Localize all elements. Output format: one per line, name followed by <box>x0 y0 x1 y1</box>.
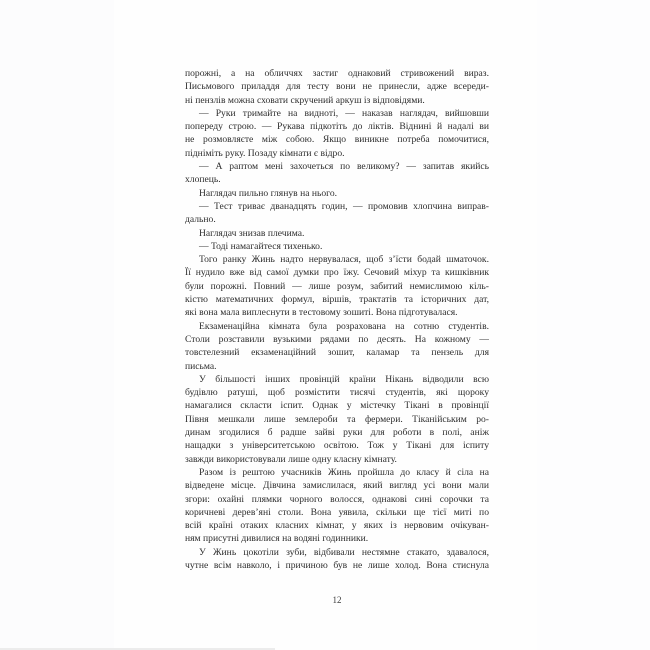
text-line: хлопець. <box>185 174 221 186</box>
text-line: чутне всім навколо, і причиною був не лише холод. Вона стиснула <box>185 559 489 571</box>
text-line: Разом із рештою учасників Жинь пройшла до класу й сіла на <box>199 466 489 478</box>
text-line: були порожні. Повний — лише розум, забитий немислимою кіль- <box>185 280 489 292</box>
text-line: ням присутні дивилися на водяні годинники. <box>185 533 369 545</box>
text-line: Наглядач знизав плечима. <box>199 227 305 239</box>
text-line: попереду строю. — Рукава підкотіть до ліктів. Віднині й надалі ви <box>185 121 489 133</box>
text-line: будівлю ратуші, щоб розмістити тисячі студентів, які щороку <box>185 387 489 399</box>
text-line: кістю математичних формул, віршів, трактатів та історичних дат, <box>185 294 489 306</box>
text-line: У більшості інших провінцій країни Нікань відводили всю <box>199 373 489 385</box>
page-number: 12 <box>332 595 342 605</box>
text-line: які вона мала виплеснути в тестовому зошиті. Вона підготувалася. <box>185 307 458 319</box>
text-line: письма. <box>185 360 217 372</box>
scan-artifact-left-band <box>0 0 114 650</box>
text-line: дально. <box>185 214 216 226</box>
text-line: не розмовляєте між собою. Якщо виникне потреба помочитися, <box>185 134 489 146</box>
text-line: — А раптом мені захочеться по великому? — запитав якийсь <box>199 161 489 173</box>
text-line: намагалися скласти іспит. Однак у містечку Тікані в провінції <box>185 400 489 412</box>
text-line: нащадки з університетською освітою. Тож у Тікані для іспиту <box>185 440 489 452</box>
text-line: — Тест триває дванадцять годин, — промовив хлопчина виправ- <box>199 200 489 212</box>
text-line: згори: охайні плямки чорного волосся, однакові сині сорочки та <box>185 493 489 505</box>
text-line: Наглядач пильно глянув на нього. <box>199 187 338 199</box>
text-line: динам згодилися б радше зайві руки для роботи в полі, аніж <box>185 427 489 439</box>
text-block <box>185 67 489 572</box>
text-line: Екзаменаційна кімната була розрахована на сотню студентів. <box>199 320 489 332</box>
scan-artifact-right-band <box>537 0 650 650</box>
text-line: Її нудило вже від самої думки про їжу. Сечовий міхур та кишківник <box>185 267 489 279</box>
text-line: — Тоді намагайтеся тихенько. <box>199 240 323 252</box>
text-line: відведене місце. Дівчина замислилася, який вигляд усі вони мали <box>185 480 489 492</box>
text-line: — Руки тримайте на видноті, — наказав наглядач, вийшовши <box>199 107 489 119</box>
text-line: коричневі дерев’яні столи. Вона уявила, скільки ще тієї миті по <box>185 506 489 518</box>
text-line: Письмового приладдя для тесту вони не принесли, адже всереди- <box>185 81 489 93</box>
text-line: завжди використовували лише одну класну кімнату. <box>185 453 397 465</box>
text-line: У Жинь цокотіли зуби, відбивали нестямне стакато, здавалося, <box>199 546 489 558</box>
text-line: ні пензлів можна сховати скручений аркуш із відповідями. <box>185 94 425 106</box>
text-line: Столи розставили вузькими рядами по десять. На кожному — <box>185 333 489 345</box>
text-line: порожні, а на обличчях застиг однаковий стривожений вираз. <box>185 68 489 79</box>
text-line: товстелезний екзаменаційний зошит, каламар та пензель для <box>185 347 489 359</box>
text-line: підніміть руку. Позаду кімнати є відро. <box>185 147 345 159</box>
text-line: Півня мешкали лише землероби та фермери. Тіканійським ро- <box>185 413 489 425</box>
text-line: всій країні отаких класних кімнат, у яких із нервовим очікуван- <box>185 520 489 532</box>
text-line: Того ранку Жинь надто нервувалася, щоб з’їсти бодай шматочок. <box>199 254 489 266</box>
